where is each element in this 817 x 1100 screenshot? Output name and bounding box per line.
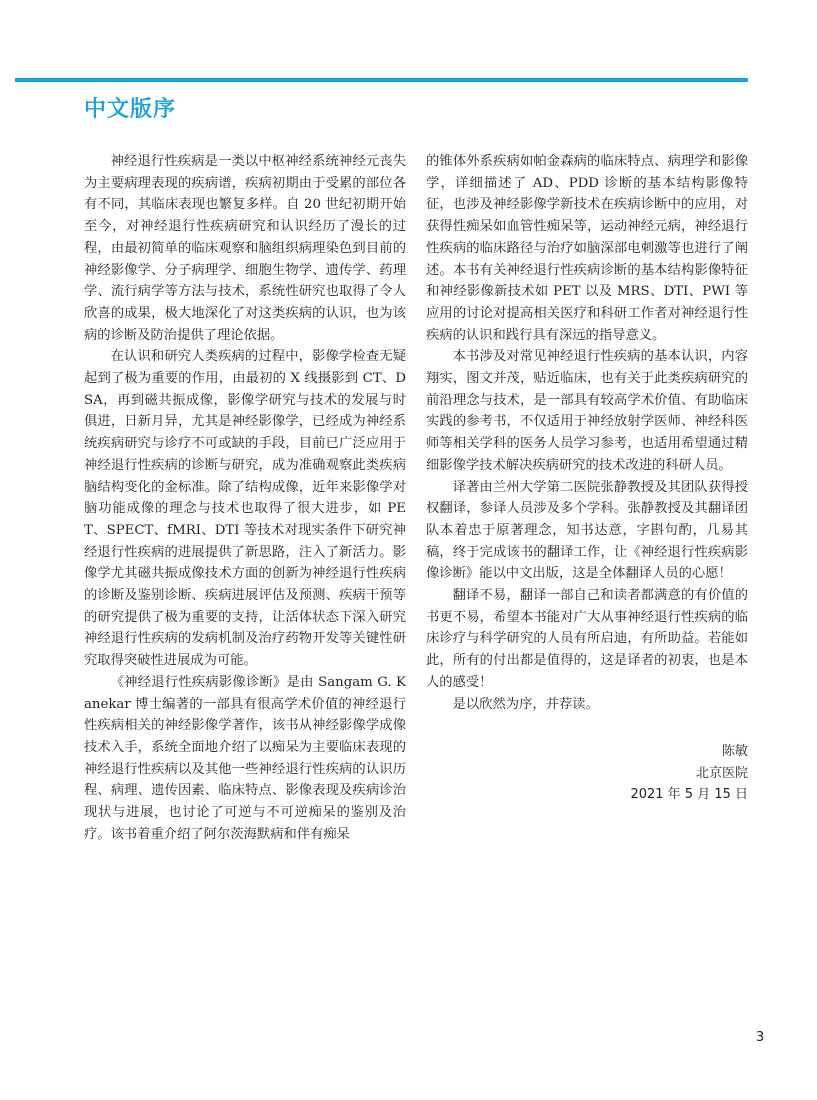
- page-number: 3: [756, 1030, 765, 1045]
- paragraph: 神经退行性疾病是一类以中枢神经系统神经元丧失为主要病理表现的疾病谱，疾病初期由于受累的部位各有不同，其临床表现也繁复多样。自 20 世纪初期开始至今，对神经退行性疾病研究和认识经历了漫长的过程，由最初简单的临床观察和脑组织病理染色到目前的神经影像学、分子病理学、细胞生物学、遗传学、药理学、流行病学等方法与技术，系统性研究也取得了令人欣喜的成果，极大地深化了对这类疾病的认识，也为该病的诊断及防治提供了理论依据。: [84, 154, 406, 343]
- signature-block: [426, 741, 748, 806]
- page-title: 中文版序: [84, 97, 177, 122]
- signature-name: 陈敏: [721, 744, 748, 760]
- paragraph: 翻译不易，翻译一部自己和读者都满意的有价值的书更不易，希望本书能对广大从事神经退行性疾病的临床诊疗与科学研究的人员有所启迪，有所助益。若能如此，所有的付出都是值得的，这是译者的初衷，也是本人的感受！: [426, 588, 748, 690]
- header-rule: [15, 78, 748, 82]
- right-column: [426, 151, 748, 806]
- paragraph: 在认识和研究人类疾病的过程中，影像学检查无疑起到了极为重要的作用，由最初的 X 线摄影到 CT、DSA，再到磁共振成像，影像学研究与技术的发展与时俱进，日新月异，尤其是神经影像学，已经成为神经系统疾病研究与诊疗不可或缺的手段，目前已广泛应用于神经退行性疾病的诊断与研究，成为准确观察此类疾病脑结构变化的金标准。除了结构成像，近年来影像学对脑功能成像的理念与技术也取得了很大进步，如 PET、SPECT、fMRI、DTI 等技术对现实条件下研究神经退行性疾病的进展提供了新思路，注入了新活力。影像学尤其磁共振成像技术方面的创新为神经退行性疾病的诊断及鉴别诊断、疾病进展评估及预测、疾病干预等的研究提供了极为重要的支持，让活体状态下深入研究神经退行性疾病的发病机制及治疗药物开发等关键性研究取得突破性进展成为可能。: [84, 349, 406, 669]
- signature-affiliation: 北京医院: [695, 765, 748, 781]
- paragraph: 译著由兰州大学第二医院张静教授及其团队获得授权翻译，参译人员涉及多个学科。张静教授及其翻译团队本着忠于原著理念，知书达意，字斟句酌，几易其稿，终于完成该书的翻译工作，让《神经退行性疾病影像诊断》能以中文出版，这是全体翻译人员的心愿！: [426, 479, 748, 582]
- left-column: [84, 151, 406, 846]
- paragraph: 是以欣然为序，并荐读。: [452, 696, 599, 712]
- paragraph: 本书涉及对常见神经退行性疾病的基本认识，内容翔实，图文并茂，贴近临床，也有关于此类疾病研究的前沿理念与技术，是一部具有较高学术价值、有助临床实践的参考书，不仅适用于神经放射学医师、神经科医师等相关学科的医务人员学习参考，也适用希望通过精细影像学技术解决疾病研究的技术改进的科研人员。: [426, 349, 748, 473]
- paragraph-continuation: 的锥体外系疾病如帕金森病的临床特点、病理学和影像学，详细描述了 AD、PDD 诊断的基本结构影像特征，也涉及神经影像学新技术在疾病诊断中的应用，对获得性痴呆如血管性痴呆等，运动神经元病，神经退行性疾病的临床路径与治疗如脑深部电刺激等也进行了阐述。本书有关神经退行性疾病诊断的基本结构影像特征和神经影像新技术如 PET 以及 MRS、DTI、PWI 等应用的讨论对提高相关医疗和科研工作者对神经退行性疾病的认识和践行具有深远的指导意义。: [426, 154, 748, 343]
- paragraph: 《神经退行性疾病影像诊断》是由 Sangam G. Kanekar 博士编著的一部具有很高学术价值的神经退行性疾病相关的神经影像学著作，该书从神经影像学成像技术入手，系统全面地介绍了以痴呆为主要临床表现的神经退行性疾病以及其他一些神经退行性疾病的认识历程、病理、遗传因素、临床特点、影像表现及疾病诊治现状与进展，也讨论了可逆与不可逆痴呆的鉴别及治疗。该书着重介绍了阿尔茨海默病和伴有痴呆: [84, 674, 406, 842]
- signature-date: 2021 年 5 月 15 日: [630, 787, 748, 803]
